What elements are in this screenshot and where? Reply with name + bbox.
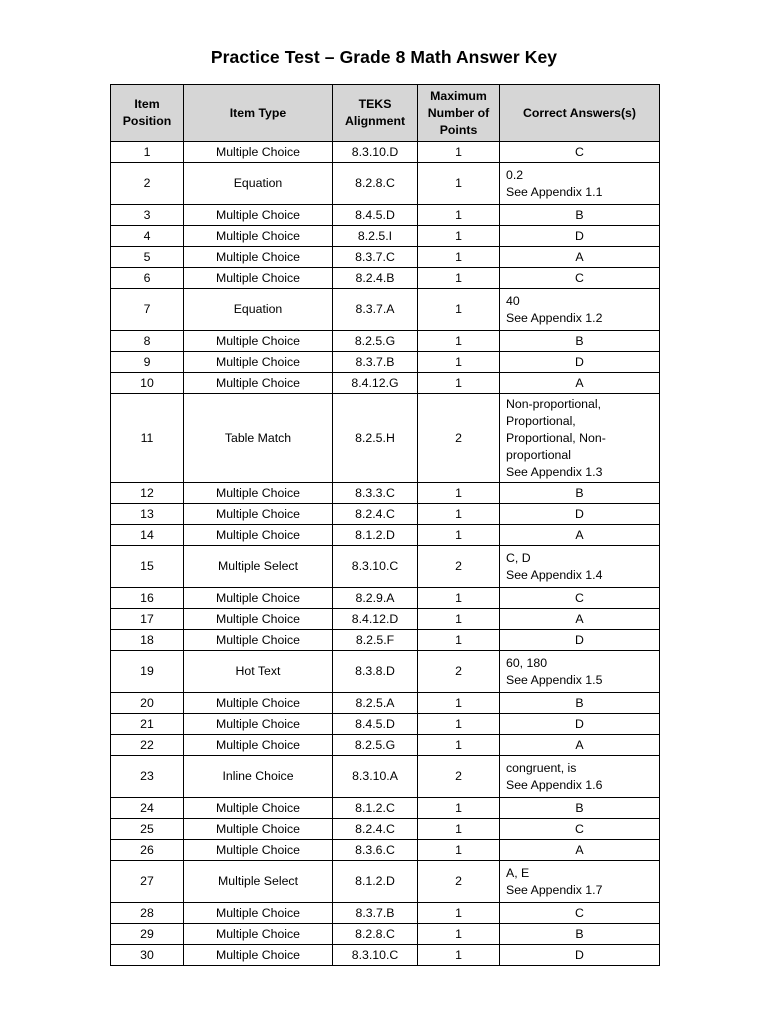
cell-teks-alignment: 8.3.10.C (333, 546, 418, 588)
cell-correct-answer (500, 226, 660, 247)
cell-item-position: 25 (111, 819, 184, 840)
answer-line: D (575, 354, 584, 369)
answer-line: A (575, 527, 584, 542)
cell-max-points: 1 (418, 525, 500, 546)
cell-item-type: Multiple Choice (184, 840, 333, 861)
table-row (111, 373, 660, 394)
cell-max-points: 1 (418, 289, 500, 331)
cell-item-type: Multiple Choice (184, 226, 333, 247)
table-row (111, 630, 660, 651)
table-row (111, 819, 660, 840)
cell-correct-answer (500, 268, 660, 289)
cell-correct-answer (500, 373, 660, 394)
header-item-type: Item Type (184, 85, 333, 142)
cell-correct-answer (500, 546, 660, 588)
cell-correct-answer (500, 903, 660, 924)
table-row (111, 226, 660, 247)
cell-correct-answer (500, 651, 660, 693)
answer-line: A (575, 249, 584, 264)
cell-correct-answer (500, 504, 660, 525)
cell-teks-alignment: 8.3.10.D (333, 142, 418, 163)
table-row (111, 651, 660, 693)
cell-correct-answer (500, 588, 660, 609)
cell-max-points: 2 (418, 394, 500, 483)
table-row (111, 735, 660, 756)
cell-correct-answer (500, 483, 660, 504)
cell-max-points: 1 (418, 798, 500, 819)
table-row (111, 609, 660, 630)
cell-item-position: 15 (111, 546, 184, 588)
cell-teks-alignment: 8.3.3.C (333, 483, 418, 504)
cell-max-points: 1 (418, 352, 500, 373)
table-row (111, 504, 660, 525)
answer-line: D (575, 716, 584, 731)
answer-line: C (575, 144, 584, 159)
answer-line: C, D (506, 550, 531, 565)
cell-correct-answer (500, 735, 660, 756)
cell-item-position: 26 (111, 840, 184, 861)
cell-item-type: Multiple Choice (184, 247, 333, 268)
cell-teks-alignment: 8.3.7.B (333, 352, 418, 373)
answer-line: proportional (506, 447, 571, 462)
cell-correct-answer (500, 289, 660, 331)
cell-max-points: 2 (418, 756, 500, 798)
cell-max-points: 1 (418, 924, 500, 945)
table-row (111, 693, 660, 714)
cell-max-points: 1 (418, 373, 500, 394)
cell-correct-answer (500, 525, 660, 546)
cell-item-type: Multiple Choice (184, 205, 333, 226)
cell-correct-answer (500, 840, 660, 861)
answer-line: B (575, 800, 584, 815)
answer-line: See Appendix 1.6 (506, 777, 603, 792)
answer-line: C (575, 270, 584, 285)
cell-item-position: 21 (111, 714, 184, 735)
header-teks-alignment: TEKS Alignment (333, 85, 418, 142)
cell-teks-alignment: 8.4.12.G (333, 373, 418, 394)
cell-teks-alignment: 8.2.4.B (333, 268, 418, 289)
cell-teks-alignment: 8.2.5.F (333, 630, 418, 651)
table-row (111, 546, 660, 588)
answer-line: C (575, 905, 584, 920)
cell-correct-answer (500, 798, 660, 819)
table-row (111, 394, 660, 483)
table-row (111, 163, 660, 205)
table-row (111, 205, 660, 226)
cell-teks-alignment: 8.3.7.C (333, 247, 418, 268)
cell-item-type: Multiple Choice (184, 352, 333, 373)
cell-item-position: 22 (111, 735, 184, 756)
cell-correct-answer (500, 861, 660, 903)
cell-correct-answer (500, 331, 660, 352)
cell-teks-alignment: 8.3.7.B (333, 903, 418, 924)
cell-item-position: 29 (111, 924, 184, 945)
cell-max-points: 1 (418, 205, 500, 226)
cell-teks-alignment: 8.2.5.A (333, 693, 418, 714)
cell-teks-alignment: 8.2.8.C (333, 924, 418, 945)
cell-item-position: 27 (111, 861, 184, 903)
answer-line: A (575, 842, 584, 857)
answer-key-table (110, 84, 660, 966)
cell-teks-alignment: 8.3.7.A (333, 289, 418, 331)
cell-item-type: Equation (184, 289, 333, 331)
cell-item-type: Multiple Choice (184, 483, 333, 504)
cell-item-type: Multiple Choice (184, 142, 333, 163)
cell-max-points: 1 (418, 714, 500, 735)
header-item-position: Item Position (111, 85, 184, 142)
cell-item-position: 30 (111, 945, 184, 966)
answer-line: D (575, 228, 584, 243)
table-row (111, 588, 660, 609)
cell-item-position: 17 (111, 609, 184, 630)
answer-line: C (575, 821, 584, 836)
table-body (111, 142, 660, 966)
cell-item-type: Table Match (184, 394, 333, 483)
cell-teks-alignment: 8.3.6.C (333, 840, 418, 861)
table-row (111, 525, 660, 546)
answer-line: 40 (506, 293, 520, 308)
cell-teks-alignment: 8.2.5.G (333, 331, 418, 352)
answer-line: D (575, 506, 584, 521)
cell-item-type: Multiple Choice (184, 268, 333, 289)
cell-max-points: 2 (418, 651, 500, 693)
cell-item-position: 5 (111, 247, 184, 268)
cell-item-position: 7 (111, 289, 184, 331)
answer-line: A (575, 611, 584, 626)
cell-teks-alignment: 8.2.5.H (333, 394, 418, 483)
answer-line: A (575, 375, 584, 390)
cell-item-type: Multiple Choice (184, 630, 333, 651)
cell-correct-answer (500, 630, 660, 651)
cell-item-position: 1 (111, 142, 184, 163)
cell-item-type: Multiple Choice (184, 609, 333, 630)
answer-line: B (575, 926, 584, 941)
cell-teks-alignment: 8.4.12.D (333, 609, 418, 630)
cell-correct-answer (500, 142, 660, 163)
answer-line: D (575, 632, 584, 647)
table-row (111, 352, 660, 373)
answer-line: See Appendix 1.7 (506, 882, 603, 897)
cell-item-position: 12 (111, 483, 184, 504)
cell-correct-answer (500, 352, 660, 373)
cell-item-position: 18 (111, 630, 184, 651)
cell-item-type: Multiple Choice (184, 924, 333, 945)
cell-item-type: Multiple Choice (184, 945, 333, 966)
cell-teks-alignment: 8.3.8.D (333, 651, 418, 693)
answer-line: Proportional, Non- (506, 430, 606, 445)
cell-item-type: Multiple Choice (184, 714, 333, 735)
cell-item-position: 28 (111, 903, 184, 924)
cell-max-points: 1 (418, 609, 500, 630)
cell-correct-answer (500, 609, 660, 630)
cell-teks-alignment: 8.2.4.C (333, 819, 418, 840)
cell-max-points: 1 (418, 735, 500, 756)
cell-item-type: Equation (184, 163, 333, 205)
answer-line: Non-proportional, (506, 396, 602, 411)
cell-item-type: Multiple Choice (184, 525, 333, 546)
cell-item-position: 2 (111, 163, 184, 205)
cell-item-type: Multiple Choice (184, 373, 333, 394)
table-row (111, 331, 660, 352)
answer-line: See Appendix 1.3 (506, 464, 603, 479)
cell-max-points: 1 (418, 163, 500, 205)
cell-max-points: 1 (418, 819, 500, 840)
cell-correct-answer (500, 819, 660, 840)
cell-max-points: 1 (418, 945, 500, 966)
cell-max-points: 2 (418, 861, 500, 903)
cell-item-position: 23 (111, 756, 184, 798)
answer-line: D (575, 947, 584, 962)
cell-item-position: 16 (111, 588, 184, 609)
cell-item-position: 8 (111, 331, 184, 352)
cell-item-position: 13 (111, 504, 184, 525)
cell-item-type: Multiple Select (184, 861, 333, 903)
table-row (111, 142, 660, 163)
cell-teks-alignment: 8.3.10.C (333, 945, 418, 966)
cell-item-position: 11 (111, 394, 184, 483)
table-row (111, 861, 660, 903)
cell-correct-answer (500, 924, 660, 945)
cell-max-points: 1 (418, 247, 500, 268)
cell-item-type: Multiple Choice (184, 331, 333, 352)
answer-line: B (575, 207, 584, 222)
cell-item-type: Multiple Select (184, 546, 333, 588)
cell-item-position: 9 (111, 352, 184, 373)
cell-item-type: Inline Choice (184, 756, 333, 798)
page-title: Practice Test – Grade 8 Math Answer Key (210, 47, 558, 67)
cell-teks-alignment: 8.1.2.D (333, 525, 418, 546)
cell-teks-alignment: 8.2.8.C (333, 163, 418, 205)
table-header-row (111, 85, 660, 142)
answer-line: See Appendix 1.5 (506, 672, 603, 687)
table-row (111, 483, 660, 504)
answer-line: 60, 180 (506, 655, 548, 670)
cell-teks-alignment: 8.4.5.D (333, 714, 418, 735)
cell-item-type: Multiple Choice (184, 693, 333, 714)
cell-max-points: 1 (418, 226, 500, 247)
cell-teks-alignment: 8.2.5.I (333, 226, 418, 247)
table-row (111, 714, 660, 735)
cell-max-points: 1 (418, 142, 500, 163)
table-row (111, 798, 660, 819)
cell-correct-answer (500, 756, 660, 798)
cell-teks-alignment: 8.1.2.C (333, 798, 418, 819)
cell-max-points: 1 (418, 268, 500, 289)
cell-item-type: Multiple Choice (184, 819, 333, 840)
cell-correct-answer (500, 394, 660, 483)
answer-line: Proportional, (506, 413, 576, 428)
table-row (111, 945, 660, 966)
cell-correct-answer (500, 163, 660, 205)
cell-correct-answer (500, 205, 660, 226)
cell-item-position: 14 (111, 525, 184, 546)
table-row (111, 268, 660, 289)
answer-line: B (575, 695, 584, 710)
cell-max-points: 1 (418, 840, 500, 861)
answer-line: congruent, is (506, 760, 577, 775)
answer-line: See Appendix 1.2 (506, 310, 603, 325)
cell-max-points: 1 (418, 588, 500, 609)
table-row (111, 756, 660, 798)
answer-line: 0.2 (506, 167, 524, 182)
cell-max-points: 1 (418, 630, 500, 651)
table-row (111, 903, 660, 924)
cell-max-points: 1 (418, 693, 500, 714)
answer-line: B (575, 333, 584, 348)
cell-item-position: 6 (111, 268, 184, 289)
cell-teks-alignment: 8.2.9.A (333, 588, 418, 609)
table-row (111, 840, 660, 861)
cell-max-points: 1 (418, 903, 500, 924)
cell-correct-answer (500, 945, 660, 966)
cell-teks-alignment: 8.2.5.G (333, 735, 418, 756)
cell-item-type: Multiple Choice (184, 735, 333, 756)
cell-item-type: Hot Text (184, 651, 333, 693)
answer-line: C (575, 590, 584, 605)
cell-correct-answer (500, 714, 660, 735)
cell-correct-answer (500, 693, 660, 714)
cell-max-points: 1 (418, 483, 500, 504)
header-max-points: Maximum Number of Points (418, 85, 500, 142)
table-row (111, 289, 660, 331)
answer-line: See Appendix 1.4 (506, 567, 603, 582)
cell-teks-alignment: 8.1.2.D (333, 861, 418, 903)
cell-item-type: Multiple Choice (184, 798, 333, 819)
cell-teks-alignment: 8.2.4.C (333, 504, 418, 525)
answer-line: A (575, 737, 584, 752)
cell-max-points: 2 (418, 546, 500, 588)
cell-item-type: Multiple Choice (184, 588, 333, 609)
answer-line: See Appendix 1.1 (506, 184, 603, 199)
cell-item-position: 19 (111, 651, 184, 693)
cell-item-position: 3 (111, 205, 184, 226)
cell-item-position: 10 (111, 373, 184, 394)
answer-line: B (575, 485, 584, 500)
cell-teks-alignment: 8.4.5.D (333, 205, 418, 226)
table-row (111, 924, 660, 945)
cell-item-position: 4 (111, 226, 184, 247)
cell-max-points: 1 (418, 331, 500, 352)
header-correct-answers: Correct Answers(s) (500, 85, 660, 142)
cell-item-type: Multiple Choice (184, 903, 333, 924)
cell-teks-alignment: 8.3.10.A (333, 756, 418, 798)
cell-correct-answer (500, 247, 660, 268)
answer-line: A, E (506, 865, 530, 880)
cell-max-points: 1 (418, 504, 500, 525)
table-row (111, 247, 660, 268)
cell-item-position: 20 (111, 693, 184, 714)
cell-item-type: Multiple Choice (184, 504, 333, 525)
cell-item-position: 24 (111, 798, 184, 819)
